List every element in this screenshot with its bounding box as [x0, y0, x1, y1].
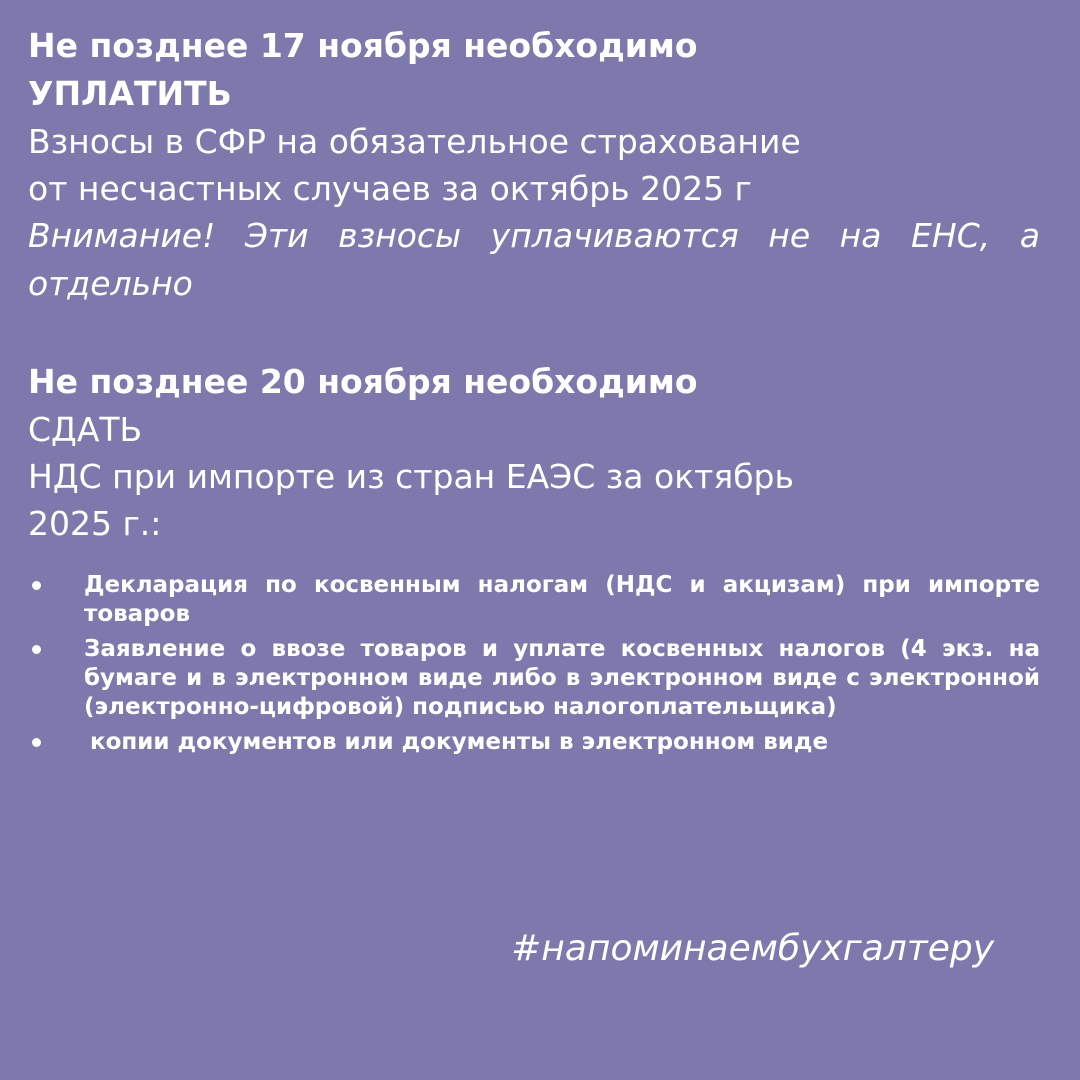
section-filing — [28, 358, 1040, 757]
payment-action: УПЛАТИТЬ — [28, 74, 232, 113]
filing-deadline-heading: Не позднее 20 ноября необходимо — [28, 362, 698, 401]
payment-deadline-heading: Не позднее 17 ноября необходимо — [28, 26, 698, 65]
list-item-text: Заявление о ввозе товаров и уплате косвенных налогов (4 экз. на бумаге и в электронном виде либо в электронном виде с электронной (электронно-цифровой) подписью налогоплательщика) — [84, 636, 1040, 720]
list-item — [28, 635, 1040, 722]
section-payment — [28, 22, 1040, 308]
documents-list — [28, 571, 1040, 757]
payment-description-line-1: Взносы в СФР на обязательное страхование — [28, 122, 801, 161]
list-item-text: копии документов или документы в электронном виде — [90, 729, 829, 755]
filing-description-line-1: НДС при импорте из стран ЕАЭС за октябрь — [28, 457, 794, 496]
bullet-dot-icon — [32, 738, 41, 747]
bullet-dot-icon — [32, 645, 41, 654]
list-item-text: Декларация по косвенным налогам (НДС и акцизам) при импорте товаров — [84, 572, 1040, 627]
filing-description-line-2: 2025 г.: — [28, 504, 162, 543]
filing-action: СДАТЬ — [28, 410, 143, 449]
payment-description-line-2: от несчастных случаев за октябрь 2025 г — [28, 169, 752, 208]
list-item — [28, 728, 1040, 757]
bullet-dot-icon — [32, 581, 41, 590]
list-item — [28, 571, 1040, 629]
hashtag: #напоминаембухгалтеру — [511, 928, 994, 969]
section-divider-space — [28, 308, 1040, 358]
content — [28, 22, 1040, 763]
payment-attention-note: Внимание! Эти взносы уплачиваются не на ЕНС, а отдельно — [28, 216, 1040, 303]
